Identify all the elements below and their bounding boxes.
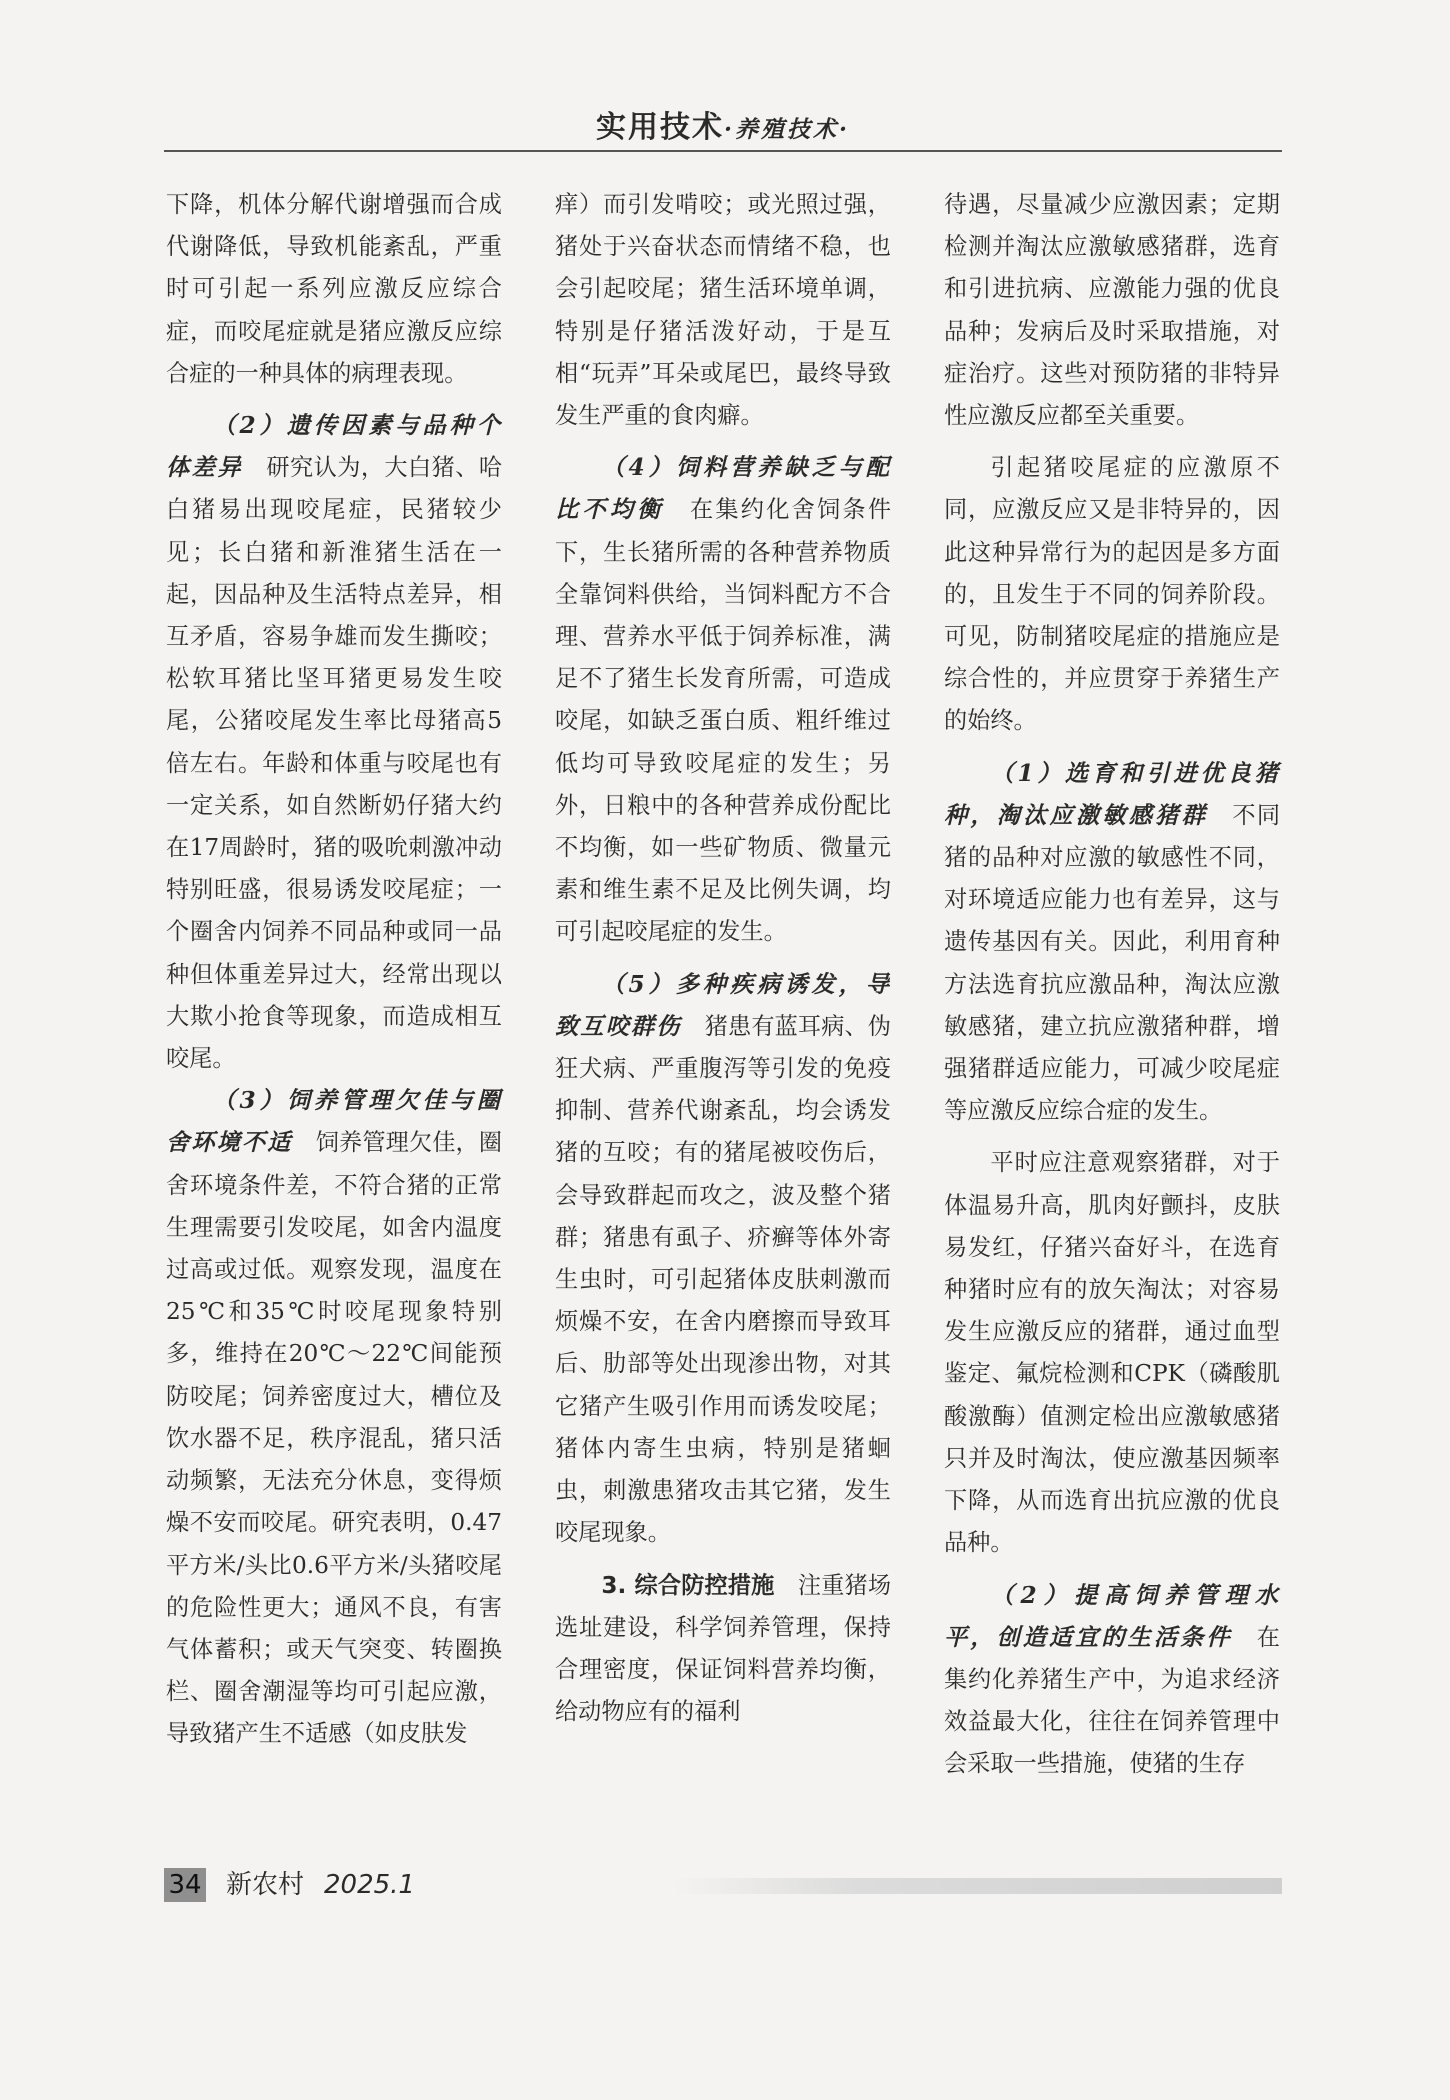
section-heading: （2）遗传因素与品种个体差异 — [166, 412, 502, 482]
paragraph: （5）多种疾病诱发，导致互咬群伤 猪患有蓝耳病、伪狂犬病、严重腹泻等引发的免疫抑制、营养代谢紊乱，均会诱发猪的互咬；有的猪尾被咬伤后，会导致群起而攻之，波及整个猪群；猪患有虱子、疥癣等体外寄生虫时，可引起猪体皮肤刺激而烦燥不安，在舍内磨擦而导致耳后、肋部等处出现渗出物，对其它猪产生吸引作用而诱发咬尾；猪体内寄生虫病，特别是猪蛔虫，刺激患猪攻击其它猪，发生咬尾现象。 — [555, 970, 892, 1547]
header-subtitle: ·养殖技术· — [723, 116, 850, 143]
running-header — [164, 102, 1282, 146]
paragraph: 待遇，尽量减少应激因素；定期检测并淘汰应激敏感猪群，选育和引进抗病、应激能力强的优良品种；发病后及时采取措施，对症治疗。这些对预防猪的非特异性应激反应都至关重要。 — [944, 191, 1280, 430]
section-heading: （3）饲养管理欠佳与圈舍环境不适 — [166, 1087, 502, 1157]
footer-decorative-bar — [674, 1878, 1282, 1894]
journal-name: 新农村 — [226, 1870, 305, 1900]
header-rule — [164, 150, 1282, 152]
paragraph: 3. 综合防控措施 注重猪场选址建设，科学饲养管理，保持合理密度，保证饲料营养均衡，给动物应有的福利 — [555, 1571, 892, 1726]
page-footer — [164, 1866, 1282, 1906]
paragraph: （3）饲养管理欠佳与圈舍环境不适 饲养管理欠佳，圈舍环境条件差，不符合猪的正常生理需要引发咬尾，如舍内温度过高或过低。观察发现，温度在25℃和35℃时咬尾现象特别多，维持在20℃～22℃间能预防咬尾；饲养密度过大，槽位及饮水器不足，秩序混乱，猪只活动频繁，无法充分休息，变得烦燥不安而咬尾。研究表明，0.47平方米/头比0.6平方米/头猪咬尾的危险性更大；通风不良，有害气体蓄积；或天气突变、转圈换栏、圈舍潮湿等均可引起应激，导致猪产生不适感（如皮肤发 — [166, 1087, 503, 1748]
paragraph: （2）提高饲养管理水平，创造适宜的生活条件 在集约化养猪生产中，为追求经济效益最大化，往往在饲养管理中会采取一些措施，使猪的生存 — [944, 1581, 1280, 1778]
paragraph: 引起猪咬尾症的应激原不同，应激反应又是非特异的，因此这种异常行为的起因是多方面的，且发生于不同的饲养阶段。可见，防制猪咬尾症的措施应是综合性的，并应贯穿于养猪生产的始终。 — [944, 454, 1280, 735]
text-column-2 — [555, 184, 891, 1733]
text-column-3 — [944, 184, 1280, 1786]
section-heading: 3. 综合防控措施 — [601, 1571, 775, 1599]
header-title: 实用技术 — [595, 110, 724, 145]
section-heading: （5）多种疾病诱发，导致互咬群伤 — [555, 970, 891, 1040]
paragraph: 平时应注意观察猪群，对于体温易升高，肌肉好颤抖，皮肤易发红，仔猪兴奋好斗，在选育种猪时应有的放矢淘汰；对容易发生应激反应的猪群，通过血型鉴定、氟烷检测和CPK（磷酸肌酸激酶）值测定检出应激敏感猪只并及时淘汰，使应激基因频率下降，从而选育出抗应激的优良品种。 — [944, 1149, 1280, 1557]
page-number: 34 — [164, 1868, 206, 1902]
paragraph: （1）选育和引进优良猪种，淘汰应激敏感猪群 不同猪的品种对应激的敏感性不同，对环境适应能力也有差异，这与遗传基因有关。因此，利用育种方法选育抗应激品种，淘汰应激敏感猪，建立抗应激猪种群，增强猪群适应能力，可减少咬尾症等应激反应综合症的发生。 — [944, 759, 1281, 1125]
paragraph: （2）遗传因素与品种个体差异 研究认为，大白猪、哈白猪易出现咬尾症，民猪较少见；长白猪和新淮猪生活在一起，因品种及生活特点差异，相互矛盾，容易争雄而发生撕咬；松软耳猪比坚耳猪更易发生咬尾，公猪咬尾发生率比母猪高5倍左右。年龄和体重与咬尾也有一定关系，如自然断奶仔猪大约在17周龄时，猪的吸吮刺激冲动特别旺盛，很易诱发咬尾症；一个圈舍内饲养不同品种或同一品种但体重差异过大，经常出现以大欺小抢食等现象，而造成相互咬尾。 — [166, 412, 503, 1073]
section-heading: （1）选育和引进优良猪种，淘汰应激敏感猪群 — [944, 759, 1280, 829]
text-column-1 — [166, 184, 502, 1756]
paragraph: 痒）而引发啃咬；或光照过强，猪处于兴奋状态而情绪不稳，也会引起咬尾；猪生活环境单调，特别是仔猪活泼好动，于是互相“玩弄”耳朵或尾巴，最终导致发生严重的食肉癖。 — [555, 191, 891, 430]
paragraph: 下降，机体分解代谢增强而合成代谢降低，导致机能紊乱，严重时可引起一系列应激反应综合症，而咬尾症就是猪应激反应综合症的一种具体的病理表现。 — [166, 191, 502, 387]
journal-issue: 2025.1 — [324, 1870, 415, 1900]
section-heading: （4）饲料营养缺乏与配比不均衡 — [555, 454, 891, 524]
section-heading: （2）提高饲养管理水平，创造适宜的生活条件 — [944, 1581, 1280, 1651]
paragraph: （4）饲料营养缺乏与配比不均衡 在集约化舍饲条件下，生长猪所需的各种营养物质全靠饲料供给，当饲料配方不合理、营养水平低于饲养标准，满足不了猪生长发育所需，可造成咬尾，如缺乏蛋白质、粗纤维过低均可导致咬尾症的发生；另外，日粮中的各种营养成份配比不均衡，如一些矿物质、微量元素和维生素不足及比例失调，均可引起咬尾症的发生。 — [555, 454, 892, 946]
